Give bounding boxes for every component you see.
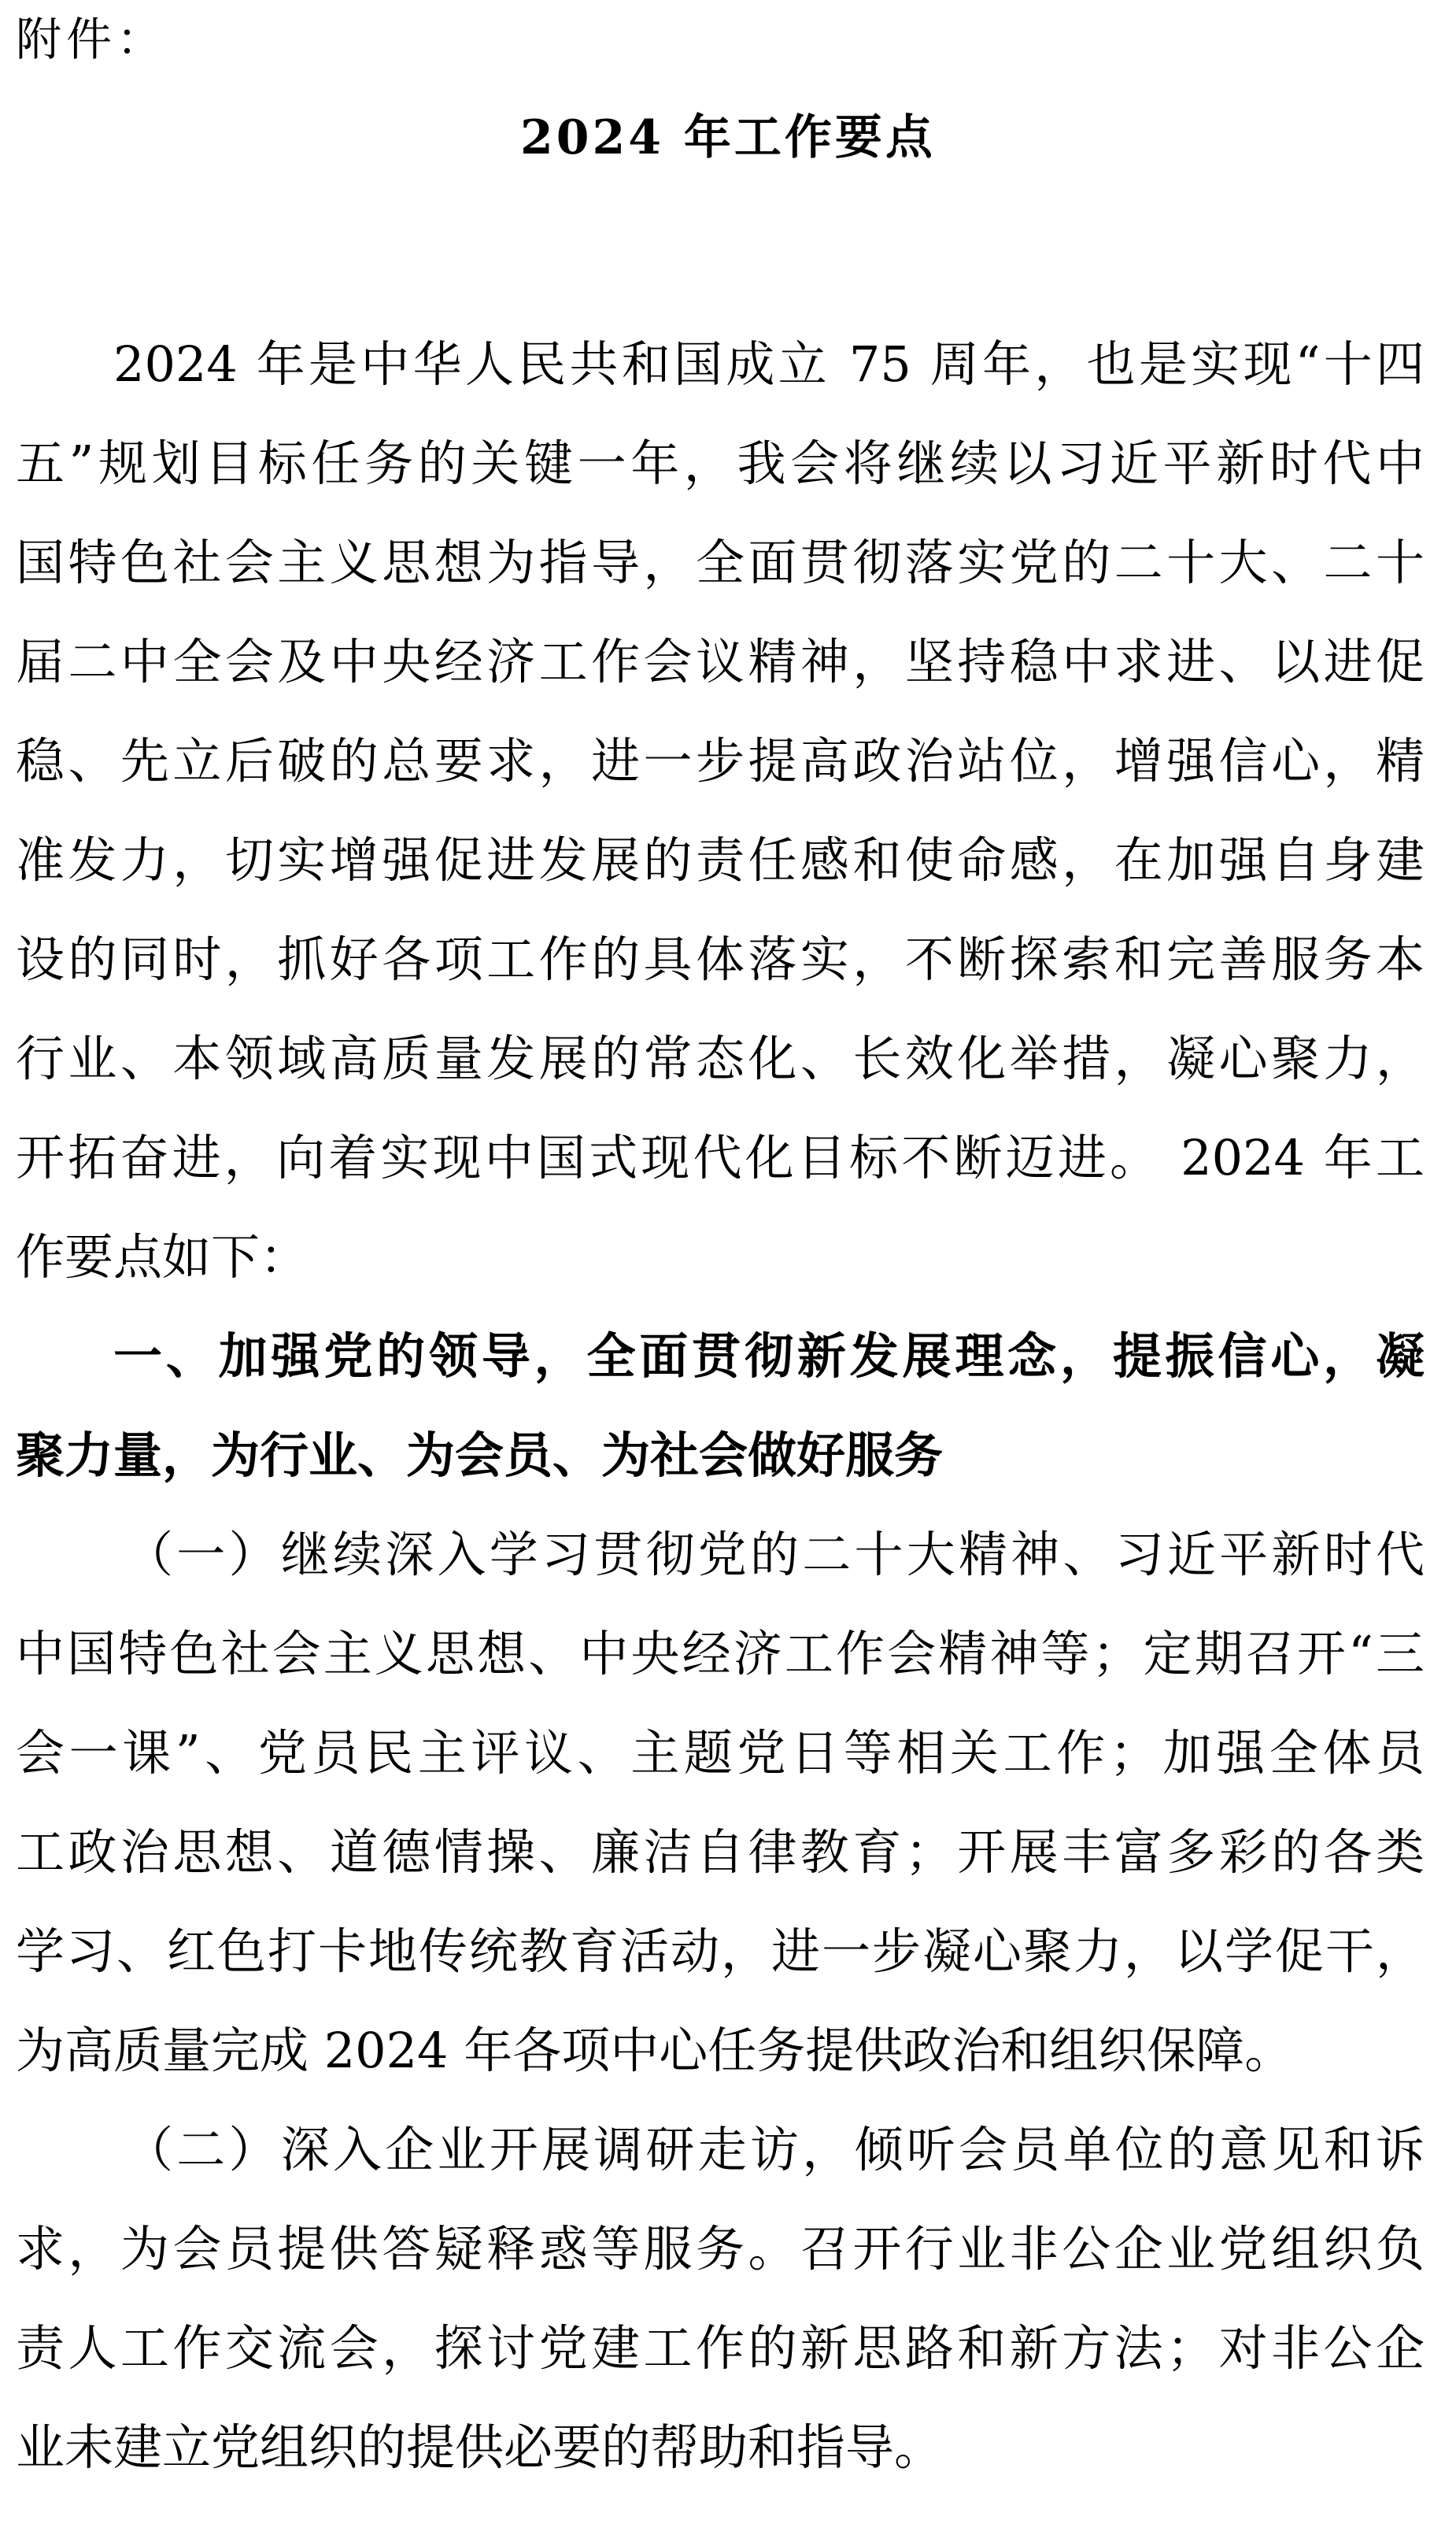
paragraph-line: 准发力，切实增强促进发展的责任感和使命感，在加强自身建 — [16, 831, 1425, 889]
paragraph-line: 会一课”、党员民主评议、主题党日等相关工作；加强全体员 — [16, 1724, 1425, 1782]
paragraph-line: 求，为会员提供答疑释惑等服务。召开行业非公企业党组织负 — [16, 2220, 1425, 2278]
paragraph-line: 业未建立党组织的提供必要的帮助和指导。 — [16, 2418, 944, 2476]
paragraph-line: 届二中全会及中央经济工作会议精神，坚持稳中求进、以进促 — [16, 633, 1425, 690]
paragraph-line: 工政治思想、道德情操、廉洁自律教育；开展丰富多彩的各类 — [16, 1823, 1425, 1881]
paragraph-line: 一、加强党的领导，全面贯彻新发展理念，提振信心，凝 — [113, 1327, 1425, 1385]
section-heading-1 — [16, 1307, 1425, 1505]
item-paragraph-1 — [16, 1505, 1425, 2100]
paragraph-line: 行业、本领域高质量发展的常态化、长效化举措，凝心聚力， — [16, 1030, 1425, 1087]
document-body — [16, 315, 1425, 2497]
paragraph-line: 国特色社会主义思想为指导，全面贯彻落实党的二十大、二十 — [16, 534, 1425, 591]
paragraph-line: （二）深入企业开展调研走访，倾听会员单位的意见和诉 — [124, 2121, 1425, 2178]
paragraph-line: 聚力量，为行业、为会员、为社会做好服务 — [16, 1427, 944, 1484]
paragraph-line: 为高质量完成 2024 年各项中心任务提供政治和组织保障。 — [16, 2022, 1294, 2079]
paragraph-line: 设的同时，抓好各项工作的具体落实，不断探索和完善服务本 — [16, 931, 1425, 988]
page-title: 2024 年工作要点 — [520, 110, 936, 165]
paragraph-line: 中国特色社会主义思想、中央经济工作会精神等；定期召开“三 — [16, 1625, 1425, 1682]
paragraph-line: 2024 年是中华人民共和国成立 75 周年，也是实现“十四 — [113, 335, 1425, 393]
attachment-label: 附件： — [16, 13, 168, 66]
paragraph-line: 稳、先立后破的总要求，进一步提高政治站位，增强信心，精 — [16, 732, 1425, 790]
intro-paragraph — [16, 315, 1425, 1307]
paragraph-line: 作要点如下： — [16, 1228, 309, 1286]
paragraph-line: 五”规划目标任务的关键一年，我会将继续以习近平新时代中 — [16, 435, 1425, 492]
paragraph-line: 开拓奋进，向着实现中国式现代化目标不断迈进。 2024 年工 — [16, 1129, 1425, 1186]
paragraph-line: 责人工作交流会，探讨党建工作的新思路和新方法；对非公企 — [16, 2319, 1425, 2377]
paragraph-line: （一）继续深入学习贯彻党的二十大精神、习近平新时代 — [124, 1526, 1425, 1583]
paragraph-line: 学习、红色打卡地传统教育活动，进一步凝心聚力，以学促干， — [16, 1922, 1425, 1980]
item-paragraph-2 — [16, 2100, 1425, 2497]
